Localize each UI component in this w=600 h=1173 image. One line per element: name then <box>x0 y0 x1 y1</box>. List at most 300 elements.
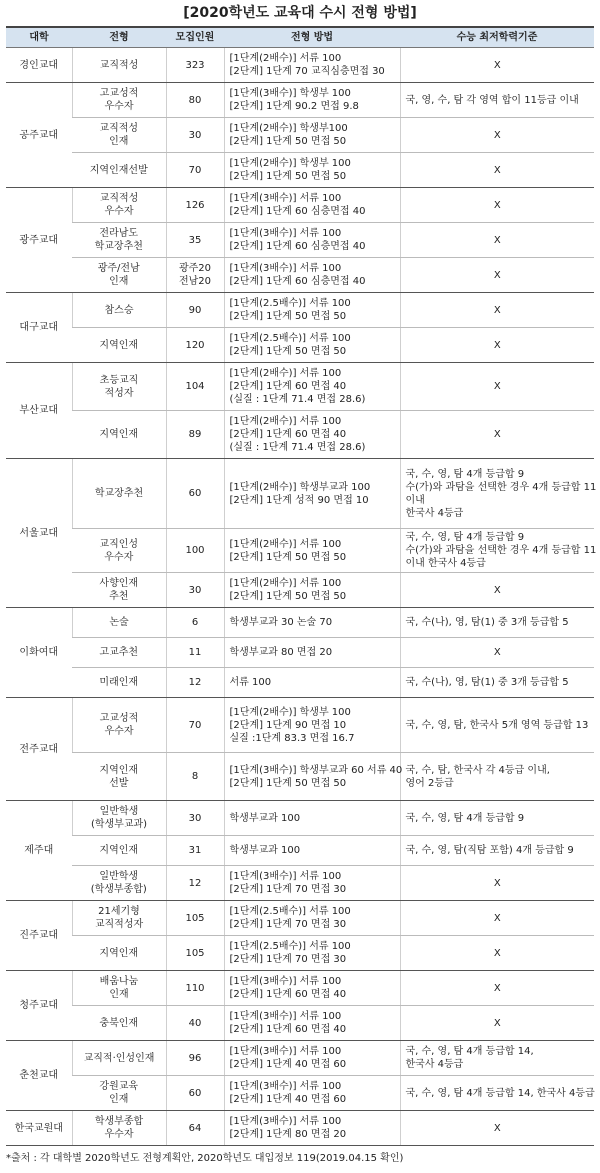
track-cell <box>72 936 166 971</box>
method-cell-line: 학생부교과 30 논술 70 <box>229 617 333 628</box>
table-header-row <box>6 27 594 48</box>
min-standard-cell <box>400 153 594 188</box>
track-cell-line: 학교장추천 <box>94 241 143 252</box>
min-standard-cell <box>400 1006 594 1041</box>
track-cell <box>72 866 166 901</box>
quota-cell <box>166 1006 224 1041</box>
method-cell-line: [1단계(2배수)] 학생부 100 <box>229 158 351 169</box>
quota-cell <box>166 866 224 901</box>
min-standard-cell-line: 이내 <box>405 494 425 506</box>
method-cell-line: [2단계] 1단계 60 심층면접 40 <box>229 241 366 252</box>
header-quota: 모집인원 <box>166 27 224 48</box>
header-method: 전형 방법 <box>224 27 400 48</box>
track-cell-line: 강원교육 <box>99 1081 139 1092</box>
method-cell-line: [2단계] 1단계 70 면접 30 <box>229 919 347 930</box>
university-name: 춘천교대 <box>6 1041 72 1111</box>
method-cell-line: [2단계] 1단계 60 면접 40 <box>229 989 347 1000</box>
method-cell-line: [2단계] 1단계 60 심층면접 40 <box>229 206 366 217</box>
track-cell <box>72 188 166 223</box>
method-cell-line: [2단계] 1단계 50 면접 50 <box>229 171 347 182</box>
min-standard-cell-line: X <box>493 982 501 994</box>
track-cell <box>72 258 166 293</box>
quota-cell <box>166 698 224 753</box>
min-standard-cell <box>400 1041 594 1076</box>
method-cell <box>224 866 400 901</box>
header-university: 대학 <box>6 27 72 48</box>
track-cell-line: 적성자 <box>104 387 134 399</box>
quota-cell-line: 광주20 <box>178 263 212 274</box>
min-standard-cell-line: X <box>493 129 501 141</box>
track-cell <box>72 901 166 936</box>
min-standard-cell-line: X <box>493 647 501 658</box>
university-name: 광주교대 <box>6 188 72 293</box>
quota-cell-line: 64 <box>188 1122 202 1134</box>
track-cell <box>72 223 166 258</box>
min-standard-cell <box>400 901 594 936</box>
table-row <box>6 1076 594 1111</box>
method-cell-line: [1단계(3배수)] 서류 100 <box>229 871 342 882</box>
method-cell-line: [2단계] 1단계 90.2 면접 9.8 <box>229 101 359 112</box>
method-cell-line: 학생부교과 80 면접 20 <box>229 647 333 658</box>
method-cell-line: [1단계(3배수)] 서류 100 <box>229 228 342 239</box>
method-cell-line: [1단계(2.5배수)] 서류 100 <box>229 298 351 309</box>
method-cell-line: [1단계(2.5배수)] 서류 100 <box>229 906 351 917</box>
track-cell-line: 교직인성 <box>99 538 139 550</box>
min-standard-cell-line: X <box>493 947 501 959</box>
min-standard-cell-line: X <box>493 912 501 924</box>
admissions-table <box>6 26 597 1146</box>
method-cell-line: [1단계(3배수)] 학생부 100 <box>229 88 351 99</box>
table-row <box>6 901 594 936</box>
method-cell-line: [1단계(2.5배수)] 서류 100 <box>229 333 351 344</box>
university-name: 부산교대 <box>6 363 72 459</box>
university-name: 공주교대 <box>6 83 72 188</box>
min-standard-cell-line: 한국사 4등급 <box>405 1059 464 1070</box>
min-standard-cell <box>400 698 594 753</box>
track-cell <box>72 118 166 153</box>
min-standard-cell-line: X <box>493 877 501 889</box>
quota-cell-line: 11 <box>188 647 202 658</box>
method-cell-line: [1단계(3배수)] 서류 100 <box>229 1046 342 1057</box>
quota-cell <box>166 258 224 293</box>
method-cell-line: [2단계] 1단계 50 면접 50 <box>229 551 347 563</box>
method-cell-line: [1단계(3배수)] 서류 100 <box>229 976 342 987</box>
method-cell <box>224 363 400 411</box>
table-row <box>6 801 594 836</box>
quota-cell <box>166 901 224 936</box>
method-cell-line: [2단계] 1단계 60 면접 40 <box>229 381 347 392</box>
track-cell <box>72 698 166 753</box>
track-cell-line: 지역인재 <box>99 339 139 351</box>
min-standard-cell-line: X <box>493 584 501 596</box>
track-cell-line: 지역인재선발 <box>89 164 148 176</box>
method-cell <box>224 529 400 573</box>
min-standard-cell-line: X <box>493 381 501 392</box>
track-cell <box>72 459 166 529</box>
quota-cell <box>166 48 224 83</box>
method-cell <box>224 411 400 459</box>
method-cell-line: [1단계(3배수)] 서류 100 <box>229 193 342 204</box>
min-standard-cell-line: X <box>493 269 501 281</box>
university-name: 대구교대 <box>6 293 72 363</box>
min-standard-cell-line: 국, 수(나), 영, 탐(1) 중 3개 등급합 5 <box>405 617 569 628</box>
min-standard-cell-line: X <box>493 164 501 176</box>
track-cell <box>72 638 166 668</box>
method-cell <box>224 801 400 836</box>
quota-cell-line: 6 <box>191 617 199 628</box>
min-standard-cell <box>400 668 594 698</box>
min-standard-cell <box>400 1076 594 1111</box>
quota-cell <box>166 459 224 529</box>
quota-cell <box>166 971 224 1006</box>
min-standard-cell-line: 영어 2등급 <box>405 777 454 789</box>
university-name: 청주교대 <box>6 971 72 1041</box>
min-standard-cell <box>400 608 594 638</box>
quota-cell-line: 104 <box>185 381 205 392</box>
track-cell <box>72 328 166 363</box>
min-standard-cell-line: 이내 한국사 4등급 <box>405 558 486 569</box>
min-standard-cell <box>400 971 594 1006</box>
track-cell-line: 인재 <box>109 136 129 147</box>
track-cell-line: 우수자 <box>104 206 134 217</box>
table-row <box>6 258 594 293</box>
min-standard-cell-line: X <box>493 59 501 71</box>
table-row <box>6 529 594 573</box>
quota-cell <box>166 608 224 638</box>
method-cell <box>224 328 400 363</box>
min-standard-cell <box>400 753 594 801</box>
page-title: [2020학년도 교육대 수시 전형 방법] <box>183 5 417 21</box>
min-standard-cell-line: X <box>493 199 501 211</box>
min-standard-cell <box>400 118 594 153</box>
track-cell-line: 사향인재 <box>99 578 139 589</box>
university-name: 한국교원대 <box>6 1111 72 1146</box>
quota-cell-line: 110 <box>185 982 205 994</box>
quota-cell-line: 8 <box>191 771 199 782</box>
method-cell-line: [2단계] 1단계 50 면접 50 <box>229 777 347 789</box>
min-standard-cell-line: X <box>493 234 501 246</box>
track-cell <box>72 48 166 83</box>
min-standard-cell-line: 국, 수, 영, 탐 4개 등급합 9 <box>405 812 525 824</box>
quota-cell-line: 30 <box>188 129 202 141</box>
method-cell-line: [2단계] 1단계 90 면접 10 <box>229 719 347 731</box>
track-cell-line: 일반학생 <box>99 871 139 882</box>
track-cell-line: 지역인재 <box>99 845 139 856</box>
track-cell-line: 21세기형 <box>98 906 140 917</box>
quota-cell-line: 전남20 <box>178 276 212 287</box>
quota-cell-line: 100 <box>185 545 205 556</box>
track-cell <box>72 1006 166 1041</box>
table-row <box>6 608 594 638</box>
quota-cell <box>166 411 224 459</box>
method-cell <box>224 573 400 608</box>
track-cell <box>72 836 166 866</box>
method-cell-line: [2단계] 1단계 80 면접 20 <box>229 1129 347 1140</box>
method-cell-line: [1단계(2배수)] 서류 100 <box>229 578 342 589</box>
track-cell-line: 지역인재 <box>99 947 139 959</box>
table-row <box>6 971 594 1006</box>
quota-cell-line: 12 <box>188 877 202 889</box>
method-cell-line: [2단계] 1단계 50 면접 50 <box>229 311 347 322</box>
method-cell-line: [1단계(2배수)] 학생부 100 <box>229 706 351 718</box>
method-cell-line: [2단계] 1단계 60 면접 40 <box>229 429 347 440</box>
method-cell <box>224 188 400 223</box>
source-footnote: *출처 : 각 대학별 2020학년도 전형계획안, 2020학년도 대입정보 119(2019.04.15 확인) <box>6 1153 404 1164</box>
method-cell <box>224 223 400 258</box>
method-cell <box>224 1006 400 1041</box>
method-cell-line: [2단계] 1단계 50 면접 50 <box>229 591 347 602</box>
quota-cell-line: 70 <box>188 719 202 731</box>
track-cell <box>72 293 166 328</box>
university-name: 이화여대 <box>6 608 72 698</box>
table-row <box>6 866 594 901</box>
min-standard-cell <box>400 936 594 971</box>
min-standard-cell <box>400 188 594 223</box>
min-standard-cell <box>400 573 594 608</box>
university-name: 경인교대 <box>6 48 72 83</box>
method-cell <box>224 459 400 529</box>
method-cell <box>224 293 400 328</box>
quota-cell <box>166 293 224 328</box>
method-cell-line: 서류 100 <box>229 677 272 688</box>
min-standard-cell-line: 한국사 4등급 <box>405 507 464 519</box>
table-row <box>6 1041 594 1076</box>
track-cell-line: 지역인재 <box>99 429 139 440</box>
table-row <box>6 293 594 328</box>
method-cell-line: [1단계(3배수)] 서류 100 <box>229 1081 342 1092</box>
university-name: 서울교대 <box>6 459 72 608</box>
quota-cell-line: 70 <box>188 164 202 176</box>
quota-cell <box>166 1076 224 1111</box>
track-cell <box>72 529 166 573</box>
min-standard-cell <box>400 363 594 411</box>
table-row <box>6 698 594 753</box>
track-cell-line: 초등교직 <box>99 374 139 386</box>
method-cell <box>224 836 400 866</box>
min-standard-cell-line: 국, 수, 영, 탐 4개 등급합 9 <box>405 468 525 480</box>
min-standard-cell-line: 국, 수, 영, 탐(직탐 포함) 4개 등급합 9 <box>405 845 574 856</box>
method-cell <box>224 83 400 118</box>
method-cell-line: [2단계] 1단계 70 면접 30 <box>229 884 347 895</box>
track-cell-line: 우수자 <box>104 726 134 737</box>
university-name: 진주교대 <box>6 901 72 971</box>
min-standard-cell <box>400 801 594 836</box>
quota-cell <box>166 801 224 836</box>
method-cell-line: [1단계(2배수)] 서류 100 <box>229 53 342 64</box>
track-cell <box>72 971 166 1006</box>
method-cell-line: [2단계] 1단계 성적 90 면접 10 <box>229 494 369 506</box>
table-row <box>6 836 594 866</box>
table-row <box>6 223 594 258</box>
quota-cell <box>166 529 224 573</box>
quota-cell <box>166 83 224 118</box>
min-standard-cell-line: 국, 수, 영, 탐 4개 등급합 14, <box>405 1046 534 1057</box>
track-cell-line: 인재 <box>109 276 129 287</box>
method-cell-line: [1단계(3배수)] 서류 100 <box>229 263 342 274</box>
quota-cell-line: 96 <box>188 1052 202 1064</box>
method-cell-line: [1단계(2배수)] 학생부100 <box>229 123 348 134</box>
min-standard-cell-line: 국, 수, 탐, 한국사 각 4등급 이내, <box>405 764 550 776</box>
quota-cell <box>166 836 224 866</box>
method-cell <box>224 48 400 83</box>
table-row <box>6 1111 594 1146</box>
table-row <box>6 411 594 459</box>
min-standard-cell-line: X <box>493 1017 501 1029</box>
method-cell <box>224 608 400 638</box>
method-cell <box>224 936 400 971</box>
quota-cell <box>166 936 224 971</box>
min-standard-cell <box>400 836 594 866</box>
method-cell-line: [1단계(2배수)] 학생부교과 100 <box>229 481 371 493</box>
track-cell-line: 고교추천 <box>99 647 139 658</box>
track-cell-line: 전라남도 <box>99 228 139 239</box>
min-standard-cell <box>400 529 597 573</box>
min-standard-cell-line: X <box>493 304 501 316</box>
track-cell <box>72 411 166 459</box>
track-cell-line: 지역인재 <box>99 764 139 776</box>
track-cell-line: 교직적성 <box>99 193 139 204</box>
method-cell-line: [2단계] 1단계 60 심층면접 40 <box>229 276 366 287</box>
method-cell <box>224 638 400 668</box>
track-cell-line: 배움나눔 <box>99 976 139 987</box>
method-cell-line: [2단계] 1단계 60 면접 40 <box>229 1024 347 1035</box>
method-cell-line: (실질 : 1단계 71.4 면접 28.6) <box>229 442 366 453</box>
track-cell <box>72 1111 166 1146</box>
method-cell <box>224 153 400 188</box>
method-cell <box>224 1041 400 1076</box>
min-standard-cell <box>400 293 594 328</box>
method-cell-line: [1단계(3배수)] 서류 100 <box>229 1011 342 1022</box>
quota-cell-line: 105 <box>185 912 205 924</box>
quota-cell <box>166 118 224 153</box>
quota-cell <box>166 1111 224 1146</box>
track-cell <box>72 363 166 411</box>
method-cell-line: [2단계] 1단계 40 면접 60 <box>229 1094 347 1105</box>
track-cell <box>72 1041 166 1076</box>
min-standard-cell-line: 수(가)와 과탐을 선택한 경우 4개 등급합 11 <box>405 545 597 556</box>
track-cell-line: 인재 <box>109 1094 129 1105</box>
method-cell-line: [1단계(3배수)] 학생부교과 60 서류 40 <box>229 764 403 776</box>
track-cell-line: 논술 <box>109 617 129 628</box>
method-cell <box>224 1111 400 1146</box>
min-standard-cell <box>400 223 594 258</box>
track-cell-line: 참스승 <box>104 304 134 316</box>
quota-cell-line: 323 <box>185 59 205 71</box>
method-cell-line: [1단계(3배수)] 서류 100 <box>229 1116 342 1127</box>
quota-cell <box>166 573 224 608</box>
track-cell <box>72 153 166 188</box>
quota-cell <box>166 328 224 363</box>
method-cell-line: [2단계] 1단계 40 면접 60 <box>229 1059 347 1070</box>
track-cell-line: 고교성적 <box>99 88 139 99</box>
min-standard-cell <box>400 48 594 83</box>
min-standard-cell-line: 국, 수, 영, 탐 4개 등급합 14, 한국사 4등급 <box>405 1087 595 1099</box>
track-cell-line: 충북인재 <box>99 1017 139 1029</box>
quota-cell-line: 12 <box>188 677 202 688</box>
quota-cell-line: 89 <box>188 429 202 440</box>
table-row <box>6 668 594 698</box>
track-cell <box>72 573 166 608</box>
quota-cell-line: 60 <box>188 1087 202 1099</box>
track-cell-line: 교직적성 <box>99 123 139 134</box>
min-standard-cell-line: X <box>493 429 501 440</box>
table-row <box>6 48 594 83</box>
track-cell-line: 학교장추천 <box>94 488 144 499</box>
track-cell-line: 우수자 <box>104 1129 134 1140</box>
min-standard-cell <box>400 411 594 459</box>
quota-cell-line: 105 <box>185 947 205 959</box>
track-cell-line: 교직적성자 <box>94 919 144 930</box>
table-row <box>6 459 594 529</box>
method-cell-line: [2단계] 1단계 70 교직심층면접 30 <box>229 66 385 77</box>
table-row <box>6 753 594 801</box>
quota-cell-line: 40 <box>188 1017 202 1029</box>
track-cell-line: 우수자 <box>104 101 134 112</box>
method-cell-line: (실질 : 1단계 71.4 면접 28.6) <box>229 394 366 405</box>
min-standard-cell <box>400 83 594 118</box>
method-cell-line: [2단계] 1단계 50 면접 50 <box>229 346 347 357</box>
table-row <box>6 83 594 118</box>
quota-cell-line: 31 <box>188 845 202 856</box>
quota-cell <box>166 638 224 668</box>
track-cell-line: 미래인재 <box>99 677 139 688</box>
quota-cell-line: 120 <box>185 339 205 351</box>
method-cell-line: 실질 :1단계 83.3 면접 16.7 <box>229 732 355 744</box>
method-cell <box>224 753 403 801</box>
quota-cell <box>166 753 224 801</box>
quota-cell <box>166 223 224 258</box>
min-standard-cell <box>400 638 594 668</box>
min-standard-cell-line: 국, 영, 수, 탐 각 영역 합이 11등급 이내 <box>405 94 579 106</box>
quota-cell-line: 80 <box>188 94 202 106</box>
method-cell-line: 학생부교과 100 <box>229 812 301 824</box>
track-cell-line: 선발 <box>109 777 129 789</box>
track-cell-line: 고교성적 <box>99 713 139 724</box>
min-standard-cell <box>400 328 594 363</box>
track-cell-line: 우수자 <box>104 551 134 563</box>
quota-cell-line: 60 <box>188 488 202 499</box>
track-cell-line: 인재 <box>109 989 129 1000</box>
method-cell <box>224 668 400 698</box>
track-cell <box>72 83 166 118</box>
method-cell-line: 학생부교과 100 <box>229 845 301 856</box>
method-cell <box>224 971 400 1006</box>
method-cell <box>224 1076 400 1111</box>
min-standard-cell <box>400 1111 594 1146</box>
track-cell-line: 광주/전남 <box>97 263 140 274</box>
table-row <box>6 363 594 411</box>
min-standard-cell <box>400 459 597 529</box>
method-cell <box>224 118 400 153</box>
method-cell-line: [1단계(2배수)] 서류 100 <box>229 538 342 550</box>
track-cell-line: 추천 <box>109 591 129 602</box>
header-track: 전형 <box>72 27 166 48</box>
table-row <box>6 328 594 363</box>
method-cell <box>224 698 400 753</box>
table-row <box>6 1006 594 1041</box>
method-cell-line: [2단계] 1단계 70 면접 30 <box>229 954 347 965</box>
min-standard-cell <box>400 866 594 901</box>
method-cell-line: [1단계(2배수)] 서류 100 <box>229 416 342 427</box>
min-standard-cell-line: 수(가)와 과탐을 선택한 경우 4개 등급합 11 <box>405 481 597 493</box>
university-name: 전주교대 <box>6 698 72 801</box>
track-cell-line: 교직적성 <box>99 59 139 71</box>
min-standard-cell-line: X <box>493 339 501 351</box>
track-cell <box>72 608 166 638</box>
track-cell-line: (학생부종합) <box>90 884 147 895</box>
quota-cell <box>166 153 224 188</box>
quota-cell-line: 30 <box>188 584 202 596</box>
